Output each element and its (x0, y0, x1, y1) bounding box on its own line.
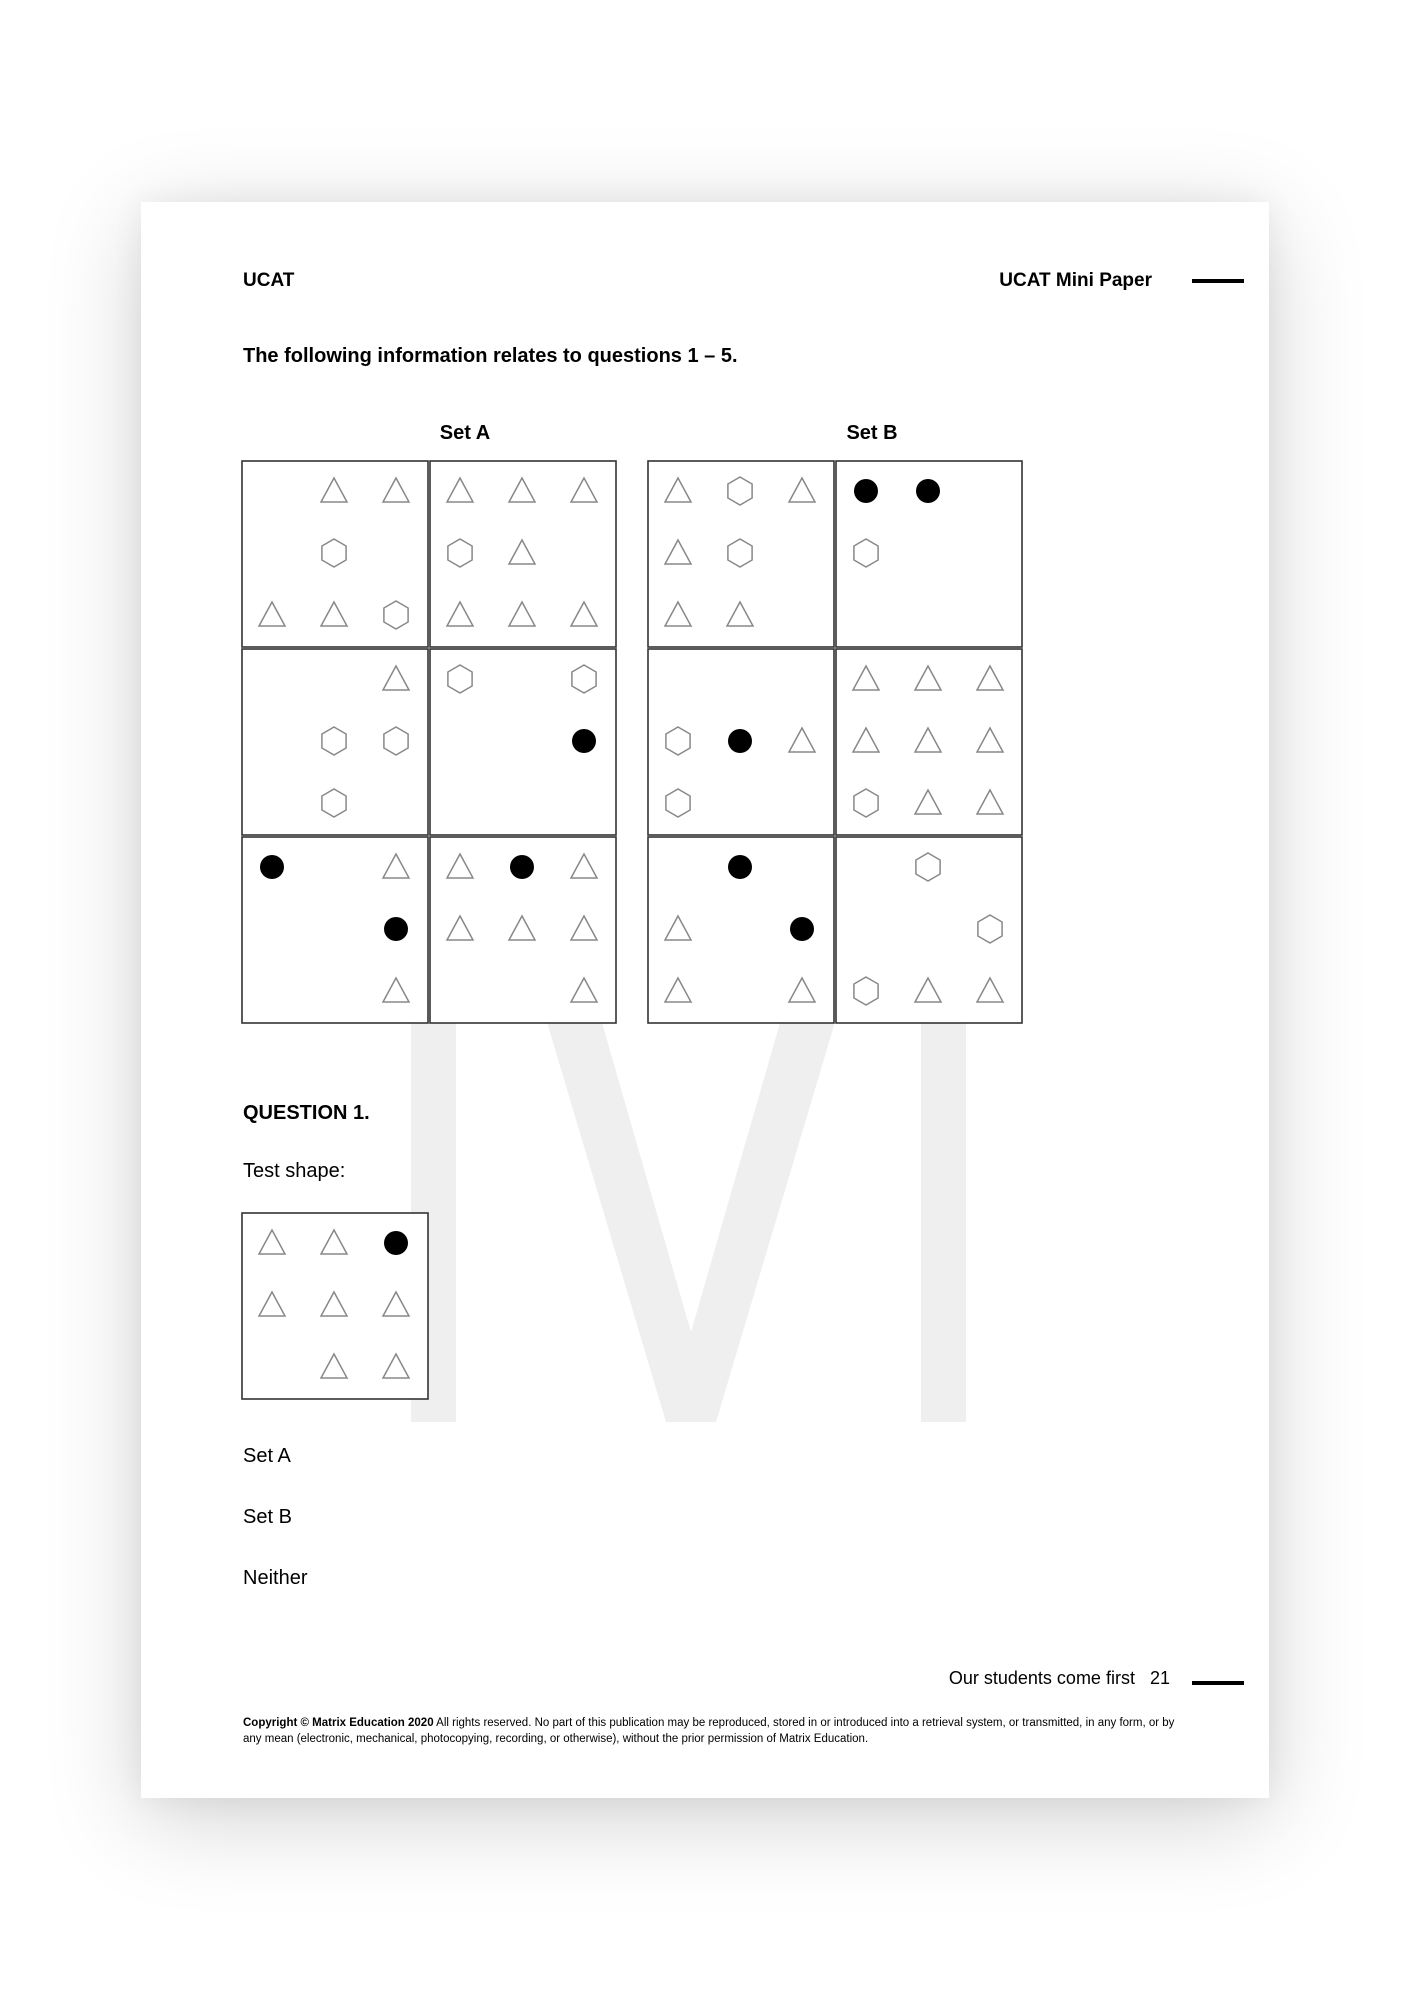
option-set-a[interactable]: Set A (243, 1445, 291, 1467)
shape-cell (242, 461, 428, 647)
shape-cell (836, 837, 1022, 1023)
shape-cell (836, 649, 1022, 835)
set-b-label: Set B (846, 422, 898, 444)
filled-circle-shape (572, 729, 596, 753)
shape-cell (648, 837, 834, 1023)
cell-border (836, 837, 1022, 1023)
filled-circle-shape (510, 855, 534, 879)
footer-tagline (949, 1668, 1170, 1689)
header-paper-title: UCAT Mini Paper (999, 270, 1152, 291)
test-shape-label: Test shape: (243, 1160, 346, 1182)
option-set-b[interactable]: Set B (243, 1506, 292, 1528)
copyright-notice (243, 1715, 1183, 1747)
copyright-text: All rights reserved. No part of this publication may be reproduced, stored in or introduced into a retrieval system, or transmitted, in any form, or by any mean (electronic, mechanical, photocopying, recording, or otherwise), without the prior permission of Matrix Education. (243, 1717, 1175, 1745)
set-a-label: Set A (439, 422, 491, 444)
header-dash (1192, 279, 1244, 283)
filled-circle-shape (728, 855, 752, 879)
intro-text: The following information relates to questions 1 – 5. (243, 345, 738, 367)
shape-cell (430, 461, 616, 647)
filled-circle-shape (384, 1231, 408, 1255)
header-subject: UCAT (243, 270, 295, 291)
question-title: QUESTION 1. (243, 1102, 370, 1124)
cell-border (430, 461, 616, 647)
cell-border (836, 649, 1022, 835)
shape-cell (648, 461, 834, 647)
shape-cell (242, 1213, 428, 1399)
matrix-logo-watermark-icon (411, 1002, 1011, 1502)
cell-border (242, 461, 428, 647)
option-neither[interactable]: Neither (243, 1567, 308, 1589)
shape-cell (836, 461, 1022, 647)
shape-cell (242, 837, 428, 1023)
document-page (141, 202, 1269, 1798)
set-b-grid (647, 460, 1021, 1020)
test-shape-grid (241, 1212, 429, 1400)
shape-cell (648, 649, 834, 835)
filled-circle-shape (384, 917, 408, 941)
filled-circle-shape (260, 855, 284, 879)
cell-border (648, 461, 834, 647)
filled-circle-shape (790, 917, 814, 941)
footer-dash (1192, 1681, 1244, 1685)
filled-circle-shape (916, 479, 940, 503)
shape-cell (430, 649, 616, 835)
footer-tagline-text: Our students come first (948, 1668, 1135, 1688)
shape-cell (242, 649, 428, 835)
shape-cell (430, 837, 616, 1023)
page-number: 21 (1149, 1668, 1170, 1688)
set-a-grid (241, 460, 615, 1020)
copyright-bold: Copyright © Matrix Education 2020 (243, 1717, 434, 1729)
filled-circle-shape (728, 729, 752, 753)
cell-border (242, 649, 428, 835)
filled-circle-shape (854, 479, 878, 503)
